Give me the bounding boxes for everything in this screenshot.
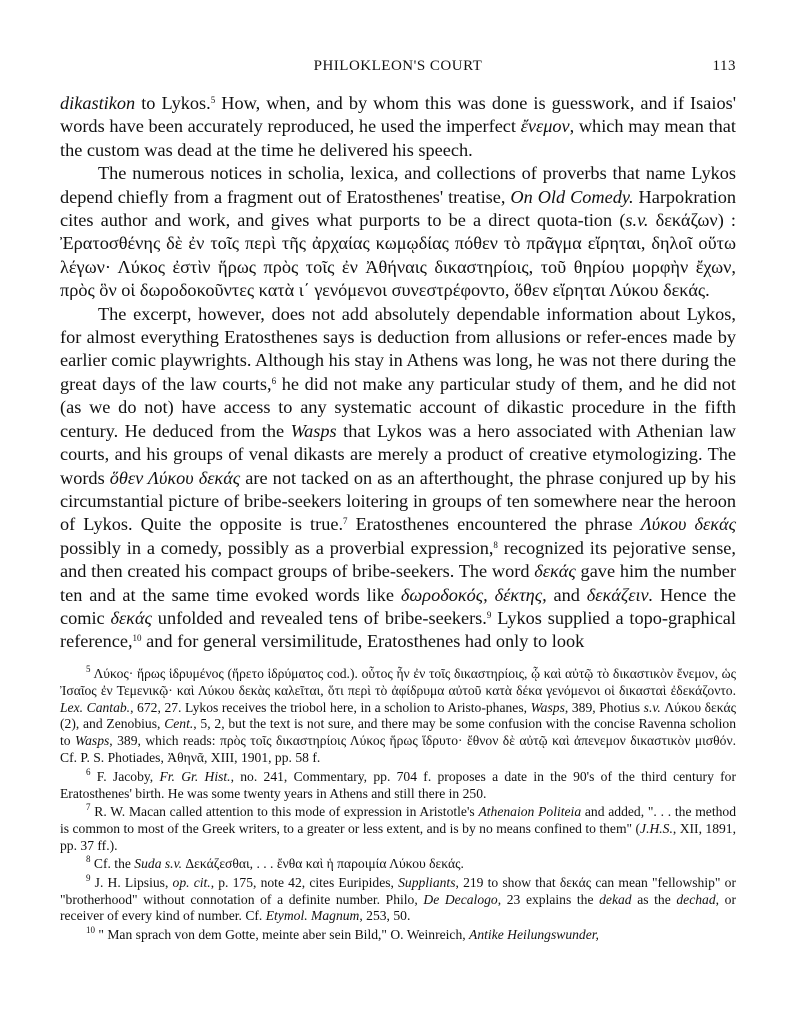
text-run: The excerpt, however, does not add absolutely dependable information about Lykos, for almost everything Eratosthenes says is deduction from allusions or refer-ences made by earlier comic playwrights. Although his stay in Athens was long, he was not there during the great days of the law courts, xyxy=(60,303,736,394)
footnote-text: , 672, 27. Lykos receives the triobol here, in a scholion to Aristo-phanes, xyxy=(130,699,531,715)
text-run: ἔνεμον xyxy=(520,116,570,137)
footnote-text: , no. 241, Commentary, pp. 704 f. proposes a date in the 90's of the third century for Eratosthenes' birth. He was some twenty years in Athens and still there in 250. xyxy=(60,768,736,801)
footnote-text: Cf. the xyxy=(90,856,135,872)
text-run: On Old Comedy. xyxy=(510,186,634,207)
footnote-text: Cent. xyxy=(164,716,194,732)
footnote-text: F. Jacoby, xyxy=(90,768,160,784)
footnote-text: Antike Heilungswunder, xyxy=(469,926,599,942)
footnote-text: , 389, which reads: πρὸς τοῖς δικαστηρίοις Λύκος ἥρως ἵδρυτο· ἔθνον δὲ αὐτῷ καὶ ἀπενεμον δικαστικὸν μισθόν. Cf. P. S. Photiades, Ἀθηνᾶ, XIII, 1901, pp. 58 f. xyxy=(60,733,736,766)
page xyxy=(60,58,736,945)
text-run: that Lykos was a hero associated with Athenian law courts, and his groups of venal dikasts are merely a product of creative etymologizing. The words xyxy=(60,420,736,488)
footnote-text: Wasps xyxy=(530,699,565,715)
footnote-text: , p. 175, note 42, cites Euripides, xyxy=(210,874,399,890)
footnote xyxy=(60,766,736,803)
note-reference: 7 xyxy=(86,802,91,812)
note-reference: 5 xyxy=(210,95,216,105)
note-reference: 5 xyxy=(86,663,91,674)
footnote-text: Suda s.v. xyxy=(134,856,182,872)
footnote-text: , 253, 50. xyxy=(359,908,411,924)
footnote-text: Δεκάζεσθαι, . . . ἔνθα καὶ ἡ παροιμία Λύκου δεκάς. xyxy=(182,856,464,872)
footnote-text: " Man sprach von dem Gotte, meinte aber sein Bild," O. Weinreich, xyxy=(95,926,470,942)
text-run: The numerous notices in scholia, lexica, and collections of proverbs that name Lykos depend chiefly from a fragment out of Eratosthenes' treatise, xyxy=(60,163,736,207)
footnote-text: J. H. Lipsius, xyxy=(90,874,173,890)
footnote-text: Wasps xyxy=(75,733,110,749)
text-run: he did not make any particular study of them, and he did not (as we do not) have access to any systematic account of dikastic procedure in the fifth century. He deduced from the xyxy=(60,373,736,441)
note-reference: 10 xyxy=(86,924,95,935)
footnote xyxy=(60,804,736,855)
text-run: s.v. xyxy=(625,210,649,231)
main-text xyxy=(60,92,736,654)
footnotes xyxy=(60,663,737,944)
note-reference: 8 xyxy=(493,539,498,550)
paragraph xyxy=(60,303,736,654)
running-header xyxy=(60,58,736,82)
note-reference: 8 xyxy=(86,854,91,865)
footnote-text: as the xyxy=(631,891,677,907)
footnote-text: R. W. Macan called attention to this mode of expression in Aristotle's xyxy=(90,804,479,819)
note-reference: 10 xyxy=(132,633,142,644)
footnote-text: , 219 to show that δεκάς can mean "fellowship" or "brotherhood" without connotation of a definite number. Philo, xyxy=(60,874,736,907)
text-run: possibly in a comedy, possibly as a proverbial expression, xyxy=(60,537,494,558)
footnote-text: , 23 explains the xyxy=(497,891,600,907)
text-run: to Lykos. xyxy=(135,93,211,113)
text-run: unfolded and revealed tens of bribe-seekers. xyxy=(151,607,487,628)
text-run: , which may mean that the custom was dead at the time he delivered his speech. xyxy=(60,116,736,160)
footnote xyxy=(60,856,736,873)
note-reference: 6 xyxy=(86,766,91,777)
text-run: δεκάς xyxy=(534,561,576,582)
footnote xyxy=(60,924,736,944)
page-number: 113 xyxy=(712,58,736,74)
text-run: Harpokration cites author and work, and gives what purports to be a direct quota-tion ( xyxy=(60,186,736,231)
footnote-text: op. cit. xyxy=(172,874,211,890)
footnote-text: and added, ". . . the method is common to most of the Greek writers, to a greater or less extent, and is by no means confined to them" ( xyxy=(60,804,736,836)
text-run: recognized its pejorative sense, and then created his compact groups of bribe-seekers. The word xyxy=(60,537,736,582)
footnote-text: dechad xyxy=(676,891,716,907)
text-run: δεκάς xyxy=(110,607,152,628)
note-reference: 6 xyxy=(271,375,277,386)
text-run: δωροδοκός, δέκτης, xyxy=(400,584,547,605)
paragraph xyxy=(60,92,736,162)
text-run: Hence the comic xyxy=(60,584,736,628)
text-run: ὅθεν Λύκου δεκάς xyxy=(109,467,241,488)
text-run: dikastikon xyxy=(60,93,136,113)
footnote-text: , 5, 2, but the text is not sure, and there may be some confusion with the concise Ravenna scholion to xyxy=(60,716,737,749)
note-reference: 9 xyxy=(486,609,492,620)
footnote-text: Etymol. Magnum xyxy=(265,908,360,924)
text-run: and for general versimilitude, Eratosthenes had only to look xyxy=(141,631,585,652)
footnote-text: Λύκου δεκάς (2), and Zenobius, xyxy=(60,699,736,732)
text-run: δεκάζειν. xyxy=(586,584,654,605)
running-title: PHILOKLEON'S COURT xyxy=(313,58,483,74)
footnote-text: Λύκος· ἥρως ἱδρυμένος (ἥρετο ἱδρύματος cod.). οὗτος ἦν ἐν τοῖς δικαστηρίοις, ᾧ καὶ αὐτῷ τὸ δικαστικὸν ἔνεμον, ὡς Ἰσαῖος ἐν Τεμενικῷ· καὶ Λύκου δεκὰς καλεῖται, ὅτι περὶ τὸ ἀφίδρυμα αὐτοῦ κατὰ δέκα γενόμενοι οἱ δικασταὶ ἐδεκάζοντο. xyxy=(60,665,736,698)
paragraph xyxy=(60,162,736,302)
note-reference: 9 xyxy=(86,872,91,883)
footnote-text: s.v. xyxy=(643,699,661,715)
footnote-text: Suppliants xyxy=(398,874,456,890)
footnote-text: , XII, 1891, pp. 37 ff.). xyxy=(60,820,736,853)
text-run: Wasps xyxy=(290,420,337,441)
footnote-text: dekad xyxy=(599,891,632,907)
footnote xyxy=(60,663,737,767)
footnote-text: , 389, Photius xyxy=(564,699,644,715)
note-reference: 7 xyxy=(343,516,348,527)
footnote-text: J.H.S. xyxy=(640,820,673,836)
text-run: How, when, and by whom this was done is guesswork, and if Isaios' words have been accurately reproduced, he used the imperfect xyxy=(60,93,737,137)
text-run: and xyxy=(546,584,587,605)
footnote-text: , or receiver of every kind of number. Cf. xyxy=(60,891,736,924)
footnote-text: Fr. Gr. Hist. xyxy=(159,768,231,784)
footnote xyxy=(60,872,736,926)
text-run: Lykos supplied a topo-graphical reference, xyxy=(60,607,736,652)
text-run: Eratosthenes encountered the phrase xyxy=(347,514,641,535)
footnote-text: Athenaion Politeia xyxy=(478,804,582,819)
text-run: Λύκου δεκάς xyxy=(640,514,736,535)
footnote-text: Lex. Cantab. xyxy=(60,699,131,715)
text-run: δεκάζων) : Ἐρατοσθένης δὲ ἐν τοῖς περὶ τῆς ἀρχαίας κωμῳδίας πόθεν τὸ πρᾶγμα εἴρηται, δηλοῖ οὕτω λέγων· Λύκος ἐστὶν ἥρως πρὸς τοῖς ἐν Ἀθήναις δικαστηρίοις, τοῦ θηρίου μορφὴν ἔχων, πρὸς ὃν οἱ δωροδοκοῦντες κατὰ ι΄ γενόμενοι συνεστρέφοντο, ὅθεν εἴρηται Λύκου δεκάς. xyxy=(60,210,737,301)
text-run: gave him the number ten and at the same time evoked words like xyxy=(60,561,736,605)
text-run: are not tacked on as an afterthought, the phrase conjured up by his circumstantial picture of bribe-seekers loitering in groups of ten somewhere near the heroon of Lykos. Quite the opposite is true. xyxy=(60,467,736,535)
footnote-text: De Decalogo xyxy=(423,891,498,907)
